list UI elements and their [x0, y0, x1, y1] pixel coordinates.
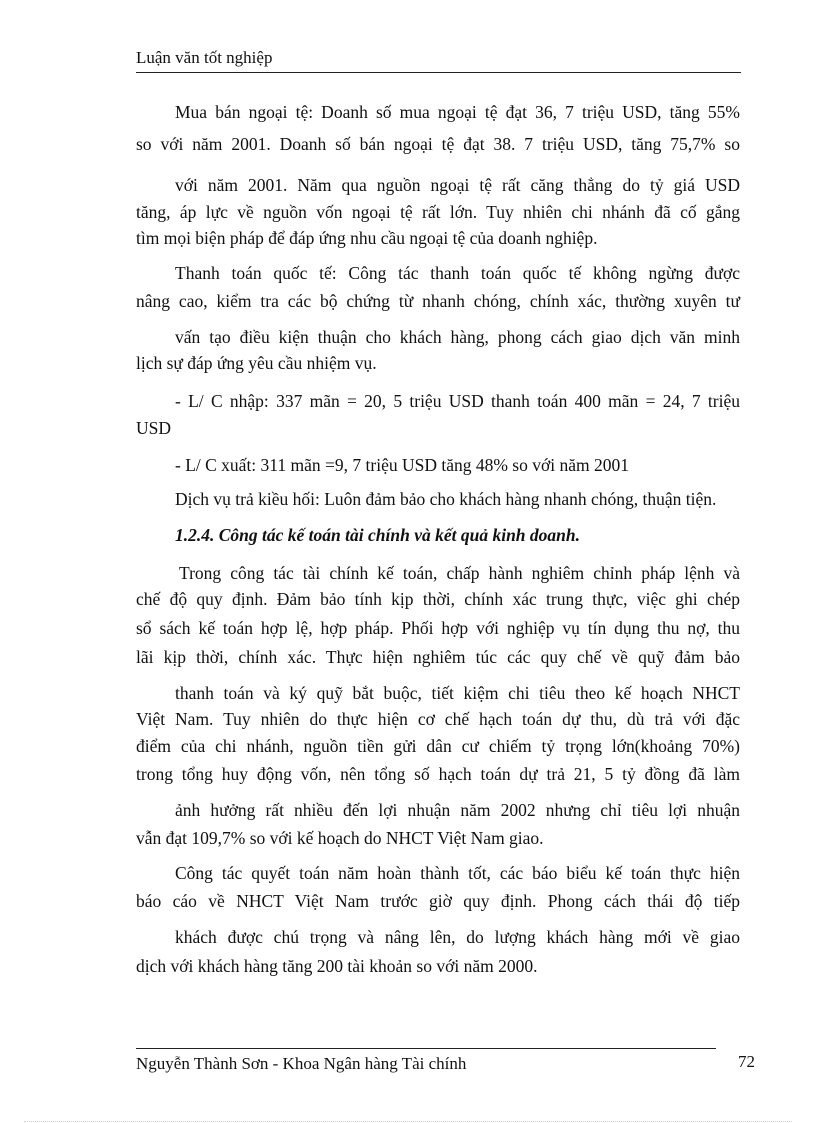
text-line: Trong công tác tài chính kế toán, chấp hành nghiêm chỉnh pháp lệnh và [179, 563, 740, 583]
header-rule [136, 72, 741, 73]
text-line: chế độ quy định. Đảm bảo tính kịp thời, chính xác trung thực, việc ghi chép [136, 589, 740, 609]
running-header: Luận văn tốt nghiệp [136, 48, 273, 67]
text-line: Công tác quyết toán năm hoàn thành tốt, các báo biểu kế toán thực hiện [175, 863, 740, 883]
text-line: - L/ C nhập: 337 mãn = 20, 5 triệu USD thanh toán 400 mãn = 24, 7 triệu [175, 391, 740, 411]
text-line: - L/ C xuất: 311 mãn =9, 7 triệu USD tăng 48% so với năm 2001 [175, 455, 629, 475]
text-line: lịch sự đáp ứng yêu cầu nhiệm vụ. [136, 353, 377, 373]
text-line: Dịch vụ trả kiều hối: Luôn đảm bảo cho khách hàng nhanh chóng, thuận tiện. [175, 489, 717, 509]
text-line: báo cáo về NHCT Việt Nam trước giờ quy định. Phong cách thái độ tiếp [136, 891, 740, 911]
text-line: sổ sách kế toán hợp lệ, hợp pháp. Phối hợp với nghiệp vụ tín dụng thu nợ, thu [136, 618, 740, 638]
footer-rule [136, 1048, 716, 1049]
text-line: Thanh toán quốc tế: Công tác thanh toán quốc tế không ngừng được [175, 263, 740, 283]
text-line: vấn tạo điều kiện thuận cho khách hàng, phong cách giao dịch văn minh [175, 327, 740, 347]
text-line: USD [136, 418, 172, 438]
text-line: khách được chú trọng và nâng lên, do lượng khách hàng mới về giao [175, 927, 740, 947]
text-line: Việt Nam. Tuy nhiên do thực hiện cơ chế hạch toán dự thu, dù trả với đặc [136, 709, 740, 729]
text-line: với năm 2001. Năm qua nguồn ngoại tệ rất căng thẳng do tỷ giá USD [175, 175, 740, 195]
text-line: so với năm 2001. Doanh số bán ngoại tệ đạt 38. 7 triệu USD, tăng 75,7% so [136, 134, 740, 154]
text-line: điểm của chi nhánh, nguồn tiền gửi dân cư chiếm tỷ trọng lớn(khoảng 70%) [136, 736, 740, 756]
page-bottom-dotted-rule [24, 1121, 792, 1122]
page-number: 72 [738, 1052, 755, 1071]
text-line: vẫn đạt 109,7% so với kế hoạch do NHCT Việt Nam giao. [136, 828, 544, 848]
text-line: trong tổng huy động vốn, nên tổng số hạch toán dự trả 21, 5 tỷ đồng đã làm [136, 764, 740, 784]
footer-author: Nguyễn Thành Sơn - Khoa Ngân hàng Tài chính [136, 1054, 467, 1073]
text-line: tìm mọi biện pháp để đáp ứng nhu cầu ngoại tệ của doanh nghiệp. [136, 228, 598, 248]
section-heading: 1.2.4. Công tác kế toán tài chính và kết quả kinh doanh. [175, 525, 580, 545]
text-line: tăng, áp lực về nguồn vốn ngoại tệ rất lớn. Tuy nhiên chi nhánh đã cố gắng [136, 202, 740, 222]
text-line: ảnh hưởng rất nhiều đến lợi nhuận năm 2002 nhưng chỉ tiêu lợi nhuận [175, 800, 740, 820]
text-line: lãi kịp thời, chính xác. Thực hiện nghiêm túc các quy chế về quỹ đảm bảo [136, 647, 740, 667]
text-line: Mua bán ngoại tệ: Doanh số mua ngoại tệ đạt 36, 7 triệu USD, tăng 55% [175, 102, 740, 122]
text-line: dịch với khách hàng tăng 200 tài khoản so với năm 2000. [136, 956, 538, 976]
text-line: thanh toán và ký quỹ bắt buộc, tiết kiệm chi tiêu theo kế hoạch NHCT [175, 683, 740, 703]
text-line: nâng cao, kiểm tra các bộ chứng từ nhanh chóng, chính xác, thường xuyên tư [136, 291, 740, 311]
